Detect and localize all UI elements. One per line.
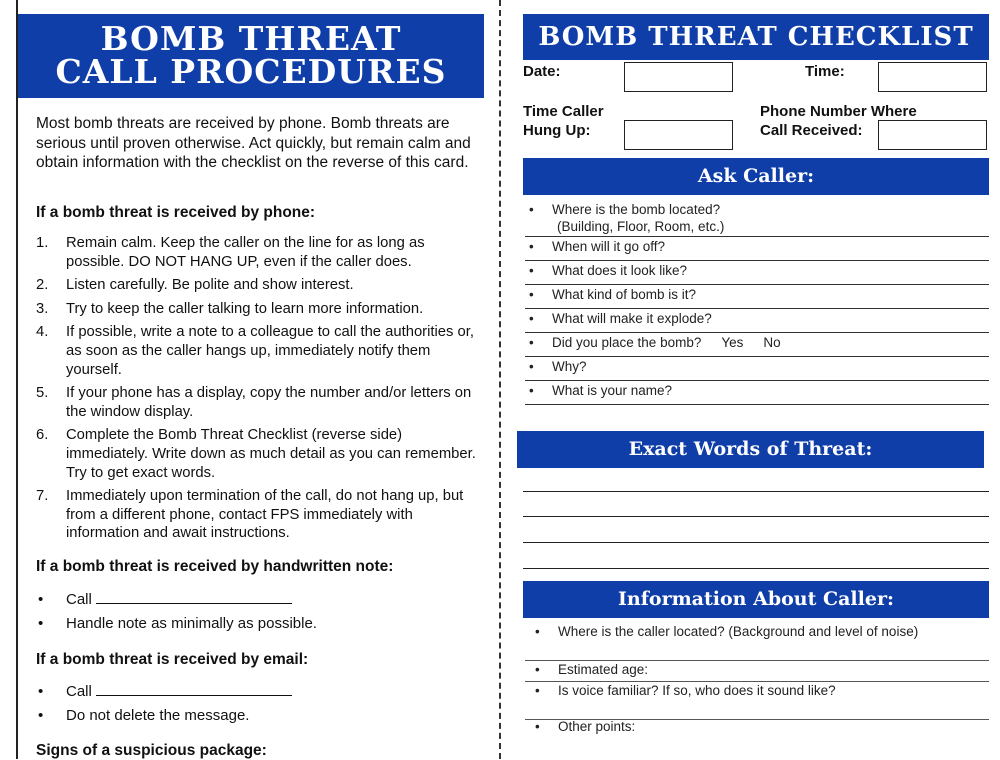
step-number: 4. bbox=[36, 324, 49, 341]
list-item-text: Handle note as minimally as possible. bbox=[66, 615, 317, 632]
step-item bbox=[36, 234, 476, 271]
hungup-label-line1: Time Caller bbox=[523, 103, 604, 120]
step-item bbox=[36, 426, 476, 482]
suspicious-heading: Signs of a suspicious package: bbox=[36, 742, 267, 759]
ask-question: When will it go off? bbox=[552, 239, 666, 254]
info-row bbox=[525, 660, 989, 682]
step-number: 5. bbox=[36, 385, 49, 402]
ask-question bbox=[552, 335, 781, 350]
email-list bbox=[36, 680, 476, 728]
bullet-icon: • bbox=[535, 662, 540, 677]
writing-line[interactable] bbox=[523, 542, 989, 543]
bullet-icon: • bbox=[529, 202, 534, 217]
ask-row bbox=[525, 284, 989, 309]
phone-heading: If a bomb threat is received by phone: bbox=[36, 204, 316, 221]
bullet-icon: • bbox=[529, 263, 534, 278]
step-text: Immediately upon termination of the call, do not hang up, but from a different phone, contact FPS immediately with information and await instructions. bbox=[66, 488, 464, 542]
time-field[interactable] bbox=[878, 62, 987, 92]
procedures-title-line2: CALL PROCEDURES bbox=[55, 52, 447, 91]
bullet-icon: • bbox=[529, 335, 534, 350]
step-text: If your phone has a display, copy the number and/or letters on the window display. bbox=[66, 385, 472, 420]
no-option[interactable]: No bbox=[763, 335, 781, 350]
checklist-title-banner: BOMB THREAT CHECKLIST bbox=[523, 14, 989, 60]
info-item: Is voice familiar? If so, who does it sound like? bbox=[558, 683, 836, 698]
bullet-icon: • bbox=[535, 624, 540, 639]
step-text: Listen carefully. Be polite and show interest. bbox=[66, 277, 354, 294]
ask-question: What kind of bomb is it? bbox=[552, 287, 697, 302]
info-row bbox=[525, 719, 989, 741]
ask-question-hint: (Building, Floor, Room, etc.) bbox=[557, 219, 725, 234]
ask-row bbox=[525, 356, 989, 381]
phone-steps-list bbox=[36, 234, 476, 548]
info-row bbox=[525, 622, 989, 661]
step-text: If possible, write a note to a colleague to call the authorities or, as soon as the caller hangs up, immediately notify them yourself. bbox=[66, 324, 474, 378]
ask-question-text: Did you place the bomb? bbox=[552, 335, 702, 350]
hungup-time-field[interactable] bbox=[624, 120, 733, 150]
note-heading: If a bomb threat is received by handwritten note: bbox=[36, 558, 394, 575]
step-item bbox=[36, 300, 476, 319]
info-item: Where is the caller located? (Background and level of noise) bbox=[558, 624, 919, 639]
bullet-icon: • bbox=[38, 707, 44, 724]
step-number: 2. bbox=[36, 277, 49, 294]
step-text: Remain calm. Keep the caller on the line for as long as possible. DO NOT HANG UP, even if the caller does. bbox=[66, 235, 425, 270]
phone-number-field[interactable] bbox=[878, 120, 987, 150]
procedures-title-banner bbox=[18, 14, 484, 98]
hungup-label bbox=[523, 102, 604, 140]
list-item-text: Do not delete the message. bbox=[66, 707, 250, 724]
step-text: Try to keep the caller talking to learn more information. bbox=[66, 300, 424, 317]
step-item bbox=[36, 276, 476, 295]
bullet-icon: • bbox=[38, 591, 44, 608]
writing-line[interactable] bbox=[523, 491, 989, 492]
bullet-icon: • bbox=[535, 719, 540, 734]
info-item: Other points: bbox=[558, 719, 636, 734]
bullet-icon: • bbox=[529, 287, 534, 302]
ask-row bbox=[525, 308, 989, 333]
date-field[interactable] bbox=[624, 62, 733, 92]
step-item bbox=[36, 384, 476, 421]
info-row bbox=[525, 681, 989, 720]
ask-question: Where is the bomb located? bbox=[552, 202, 721, 217]
list-item bbox=[36, 680, 476, 704]
page-left-border bbox=[16, 0, 18, 759]
call-number-blank[interactable] bbox=[96, 589, 292, 604]
step-number: 3. bbox=[36, 300, 49, 317]
writing-line[interactable] bbox=[523, 568, 989, 569]
ask-row bbox=[525, 260, 989, 285]
bullet-icon: • bbox=[529, 311, 534, 326]
ask-row bbox=[525, 199, 989, 237]
ask-question: What is your name? bbox=[552, 383, 673, 398]
ask-question: What does it look like? bbox=[552, 263, 688, 278]
email-heading: If a bomb threat is received by email: bbox=[36, 651, 309, 668]
bullet-icon: • bbox=[529, 239, 534, 254]
phone-label-line2: Call Received: bbox=[760, 122, 863, 139]
date-label: Date: bbox=[523, 63, 561, 80]
time-label: Time: bbox=[805, 63, 845, 80]
bullet-icon: • bbox=[535, 683, 540, 698]
step-number: 7. bbox=[36, 488, 49, 505]
call-number-blank[interactable] bbox=[96, 681, 292, 696]
list-item bbox=[36, 704, 476, 728]
step-text: Complete the Bomb Threat Checklist (reverse side) immediately. Write down as much detail as you can remember. Try to get exact words. bbox=[66, 427, 476, 481]
hungup-label-line2: Hung Up: bbox=[523, 122, 591, 139]
caller-info-banner: Information About Caller: bbox=[523, 581, 989, 618]
call-label: Call bbox=[66, 683, 92, 700]
bullet-icon: • bbox=[529, 383, 534, 398]
list-item bbox=[36, 588, 476, 612]
call-label: Call bbox=[66, 591, 92, 608]
phone-label-line1: Phone Number Where bbox=[760, 103, 917, 120]
note-list bbox=[36, 588, 476, 636]
ask-row bbox=[525, 380, 989, 405]
list-item bbox=[36, 612, 476, 636]
bullet-icon: • bbox=[38, 683, 44, 700]
intro-paragraph: Most bomb threats are received by phone. Bomb threats are serious until proven otherwise. Act quickly, but remain calm and obtain information with the checklist on the reverse of this card. bbox=[36, 115, 471, 171]
step-number: 1. bbox=[36, 235, 49, 251]
yes-option[interactable]: Yes bbox=[721, 335, 744, 350]
step-item bbox=[36, 323, 476, 379]
bullet-icon: • bbox=[38, 615, 44, 632]
ask-question: What will make it explode? bbox=[552, 311, 712, 326]
step-number: 6. bbox=[36, 427, 49, 444]
ask-row bbox=[525, 236, 989, 261]
ask-row bbox=[525, 332, 989, 357]
bullet-icon: • bbox=[529, 359, 534, 374]
procedures-title-line1: BOMB THREAT bbox=[100, 19, 402, 58]
step-item bbox=[36, 487, 476, 543]
writing-line[interactable] bbox=[523, 516, 989, 517]
info-item: Estimated age: bbox=[558, 662, 649, 677]
fold-divider bbox=[499, 0, 501, 759]
exact-words-banner: Exact Words of Threat: bbox=[517, 431, 984, 468]
ask-question: Why? bbox=[552, 359, 587, 374]
ask-caller-banner: Ask Caller: bbox=[523, 158, 989, 195]
